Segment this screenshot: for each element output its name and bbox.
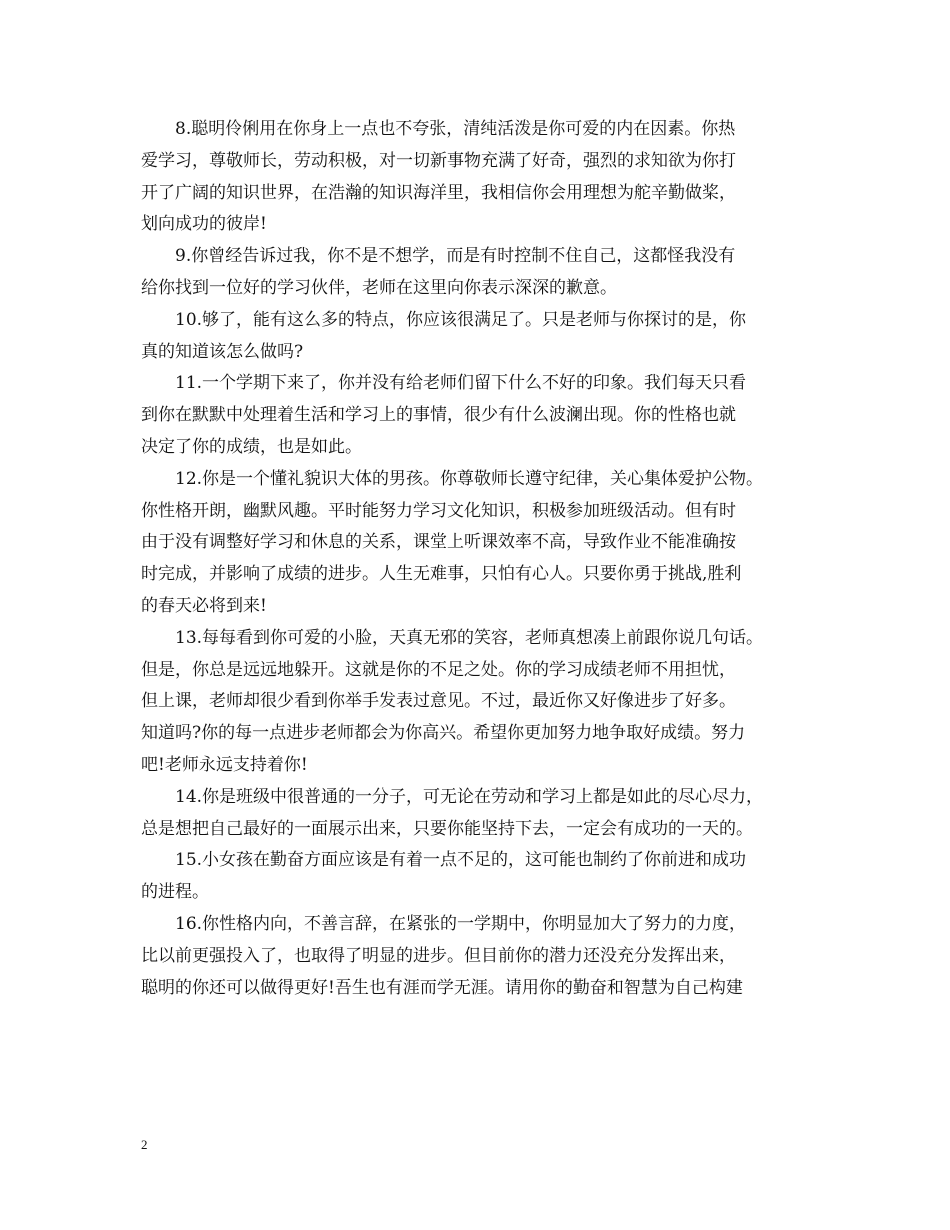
document-body	[141, 114, 831, 1004]
text-line: 13.每每看到你可爱的小脸，天真无邪的笑容，老师真想凑上前跟你说几句话。	[175, 627, 764, 648]
text-line: 总是想把自己最好的一面展示出来，只要你能坚持下去，一定会有成功的一天的。	[141, 818, 753, 839]
paragraph-9	[141, 241, 831, 305]
text-line: 决定了你的成绩，也是如此。	[141, 436, 362, 457]
paragraph-14	[141, 782, 831, 846]
text-line: 划向成功的彼岸!	[141, 214, 267, 235]
text-line: 爱学习，尊敬师长，劳动积极，对一切新事物充满了好奇，强烈的求知欲为你打	[141, 150, 736, 171]
text-line: 时完成，并影响了成绩的进步。人生无难事，只怕有心人。只要你勇于挑战,胜利	[141, 564, 742, 585]
text-line: 14.你是班级中很普通的一分子，可无论在劳动和学习上都是如此的尽心尽力，	[175, 786, 764, 807]
text-line: 的进程。	[141, 882, 209, 903]
text-line: 但上课，老师却很少看到你举手发表过意见。不过，最近你又好像进步了好多。	[141, 691, 736, 712]
text-line: 16.你性格内向，不善言辞，在紧张的一学期中，你明显加大了努力的力度，	[175, 913, 747, 934]
paragraph-16	[141, 909, 831, 1004]
page-number: 2	[141, 1137, 148, 1152]
text-line: 你性格开朗，幽默风趣。平时能努力学习文化知识，积极参加班级活动。但有时	[141, 500, 736, 521]
text-line: 开了广阔的知识世界，在浩瀚的知识海洋里，我相信你会用理想为舵辛勤做桨，	[141, 182, 736, 203]
text-line: 给你找到一位好的学习伙伴，老师在这里向你表示深深的歉意。	[141, 277, 617, 298]
text-line: 知道吗?你的每一点进步老师都会为你高兴。希望你更加努力地争取好成绩。努力	[141, 723, 746, 744]
text-line: 真的知道该怎么做吗?	[141, 341, 304, 362]
text-line: 10.够了，能有这么多的特点，你应该很满足了。只是老师与你探讨的是，你	[175, 309, 747, 330]
text-line: 11.一个学期下来了，你并没有给老师们留下什么不好的印象。我们每天只看	[175, 373, 747, 394]
text-line: 12.你是一个懂礼貌识大体的男孩。你尊敬师长遵守纪律，关心集体爱护公物。	[175, 468, 764, 489]
paragraph-10	[141, 305, 831, 369]
text-line: 9.你曾经告诉过我，你不是不想学，而是有时控制不住自己，这都怪我没有	[175, 246, 736, 267]
text-line: 8.聪明伶俐用在你身上一点也不夸张，清纯活泼是你可爱的内在因素。你热	[175, 119, 736, 139]
text-line: 比以前更强投入了，也取得了明显的进步。但目前你的潜力还没充分发挥出来，	[141, 945, 736, 966]
text-line: 15.小女孩在勤奋方面应该是有着一点不足的，这可能也制约了你前进和成功	[175, 850, 747, 871]
paragraph-13	[141, 623, 831, 782]
paragraph-11	[141, 368, 831, 463]
text-line: 但是，你总是远远地躲开。这就是你的不足之处。你的学习成绩老师不用担忧，	[141, 659, 736, 680]
text-line: 吧!老师永远支持着你!	[141, 754, 308, 775]
text-line: 聪明的你还可以做得更好!吾生也有涯而学无涯。请用你的勤奋和智慧为自己构建	[141, 977, 743, 998]
text-line: 的春天必将到来!	[141, 595, 267, 616]
text-line: 由于没有调整好学习和休息的关系，课堂上听课效率不高，导致作业不能准确按	[141, 532, 736, 553]
paragraph-8	[141, 114, 831, 241]
text-line: 到你在默默中处理着生活和学习上的事情，很少有什么波澜出现。你的性格也就	[141, 405, 736, 426]
paragraph-15	[141, 845, 831, 909]
paragraph-12	[141, 464, 831, 623]
